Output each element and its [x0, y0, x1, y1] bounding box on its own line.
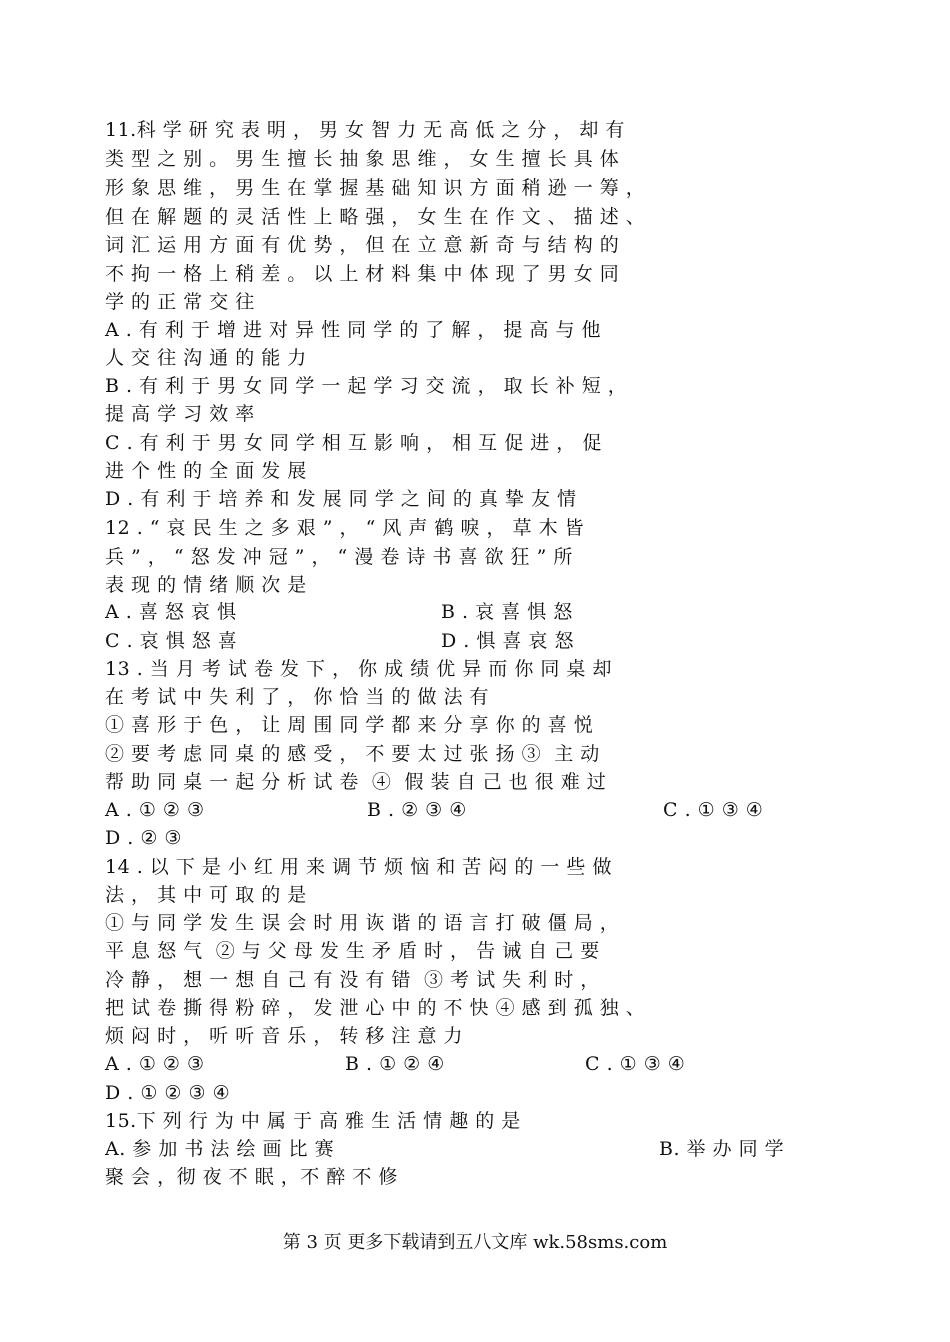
page-footer: 第 3 页 更多下载请到五八文库 wk.58sms.com	[282, 1232, 668, 1253]
q11-option: 进 个 性 的 全 面 发 展	[105, 460, 307, 482]
q14-option-b: B . ① ② ④	[345, 1053, 445, 1075]
q14-line: 14 . 以 下 是 小 红 用 来 调 节 烦 恼 和 苦 闷 的 一 些 做	[105, 856, 612, 878]
q11-line: 11.科 学 研 究 表 明 ， 男 女 智 力 无 高 低 之 分 ， 却 有	[105, 119, 625, 141]
q12-option-b: B . 哀 喜 惧 怒	[441, 601, 573, 623]
q11-line: 但 在 解 题 的 灵 活 性 上 略 强 ， 女 生 在 作 文 、 描 述 、	[105, 206, 646, 228]
q14-option-d: D . ① ② ③ ④	[105, 1082, 231, 1104]
q13-option-a: A . ① ② ③	[105, 799, 205, 821]
q13-line: 帮 助 同 桌 一 起 分 析 试 卷 ④ 假 装 自 己 也 很 难 过	[105, 771, 607, 793]
q13-option-b: B . ② ③ ④	[367, 799, 467, 821]
q12-option-a: A . 喜 怒 哀 惧	[105, 601, 237, 623]
q14-options-row	[105, 1050, 865, 1078]
q13-line: ② 要 考 虑 同 桌 的 感 受 ， 不 要 太 过 张 扬 ③ 主 动	[105, 743, 600, 765]
q11-option: 人 交 往 沟 通 的 能 力	[105, 347, 307, 369]
q11-line: 形 象 思 维 ， 男 生 在 掌 握 基 础 知 识 方 面 稍 逊 一 筹 ，	[105, 177, 646, 199]
q14-line: 烦 闷 时 ， 听 听 音 乐 ， 转 移 注 意 力	[105, 1025, 464, 1047]
q13-option-c: C . ① ③ ④	[663, 799, 764, 821]
q15-options-row	[105, 1135, 865, 1163]
q12-option-d: D . 惧 喜 哀 怒	[441, 630, 574, 652]
q14-line: 平 息 怒 气 ② 与 父 母 发 生 矛 盾 时 ， 告 诫 自 己 要	[105, 940, 600, 962]
q14-option-a: A . ① ② ③	[105, 1053, 205, 1075]
q11-option: C . 有 利 于 男 女 同 学 相 互 影 响 ， 相 互 促 进 ， 促	[105, 432, 602, 454]
q12-options-row	[105, 598, 865, 626]
q11-option: A . 有 利 于 增 进 对 异 性 同 学 的 了 解 ， 提 高 与 他	[105, 319, 602, 341]
q13-options-row	[105, 796, 865, 824]
q12-options-row	[105, 627, 865, 655]
q15-option-a: A. 参 加 书 法 绘 画 比 赛	[105, 1138, 335, 1160]
q12-option-c: C . 哀 惧 怒 喜	[105, 630, 238, 652]
q13-line: 在 考 试 中 失 利 了 ， 你 恰 当 的 做 法 有	[105, 686, 490, 708]
q11-line: 不 拘 一 格 上 稍 差 。 以 上 材 料 集 中 体 现 了 男 女 同	[105, 263, 620, 285]
q13-line: ① 喜 形 于 色 ， 让 周 围 同 学 都 来 分 享 你 的 喜 悦	[105, 714, 594, 736]
q15-option-b-continued: 聚 会 ，彻 夜 不 眠 ，不 醉 不 修	[105, 1166, 398, 1188]
q14-line: ① 与 同 学 发 生 误 会 时 用 诙 谐 的 语 言 打 破 僵 局 ，	[105, 912, 620, 934]
q11-line: 词 汇 运 用 方 面 有 优 势 ， 但 在 立 意 新 奇 与 结 构 的	[105, 234, 620, 256]
q12-line: 兵 ” ， “ 怒 发 冲 冠 ” ， “ 漫 卷 诗 书 喜 欲 狂 ” 所	[105, 546, 573, 568]
q14-line: 冷 静 ， 想 一 想 自 己 有 没 有 错 ③ 考 试 失 利 时 ，	[105, 969, 600, 991]
q13-line: 13 . 当 月 考 试 卷 发 下 ， 你 成 绩 优 异 而 你 同 桌 却	[105, 658, 612, 680]
q15-option-b: B. 举 办 同 学	[659, 1138, 785, 1160]
q11-option: 提 高 学 习 效 率	[105, 403, 255, 425]
q12-line: 表 现 的 情 绪 顺 次 是	[105, 574, 307, 596]
q11-option: D . 有 利 于 培 养 和 发 展 同 学 之 间 的 真 挚 友 情	[105, 488, 577, 510]
q15-stem: 15.下 列 行 为 中 属 于 高 雅 生 活 情 趣 的 是	[105, 1110, 521, 1132]
q11-line: 学 的 正 常 交 往	[105, 291, 255, 313]
q12-line: 12 . “ 哀 民 生 之 多 艰 ” ， “ 风 声 鹤 唳 ， 草 木 皆	[105, 517, 585, 539]
q11-line: 类 型 之 别 。 男 生 擅 长 抽 象 思 维 ， 女 生 擅 长 具 体	[105, 148, 620, 170]
q14-line: 法 ， 其 中 可 取 的 是	[105, 884, 307, 906]
q14-option-c: C . ① ③ ④	[585, 1053, 686, 1075]
q14-line: 把 试 卷 撕 得 粉 碎 ， 发 泄 心 中 的 不 快 ④ 感 到 孤 独 、	[105, 997, 646, 1019]
q11-option: B . 有 利 于 男 女 同 学 一 起 学 习 交 流 ， 取 长 补 短 ，	[105, 375, 628, 397]
q13-option-d: D . ② ③	[105, 827, 182, 849]
